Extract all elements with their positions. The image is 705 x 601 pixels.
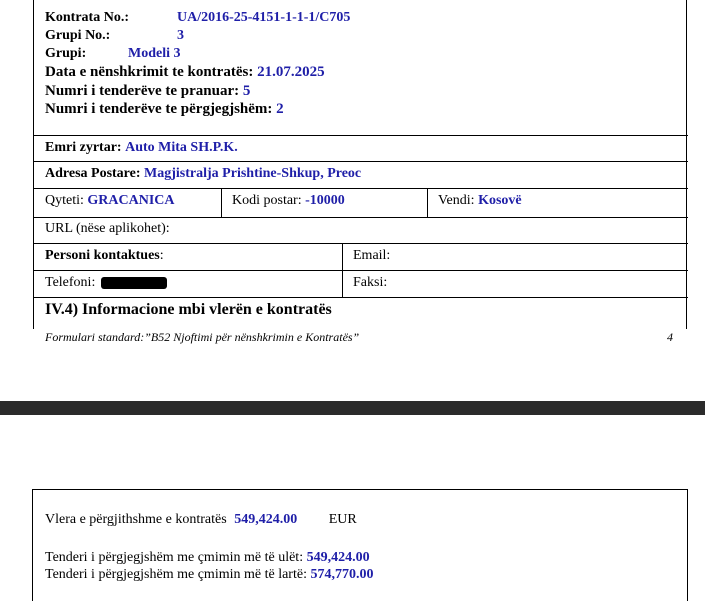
divider [33,135,688,136]
group-number-label: Grupi No.: [45,28,111,43]
divider [33,161,688,162]
total-value-label: Vlera e përgjithshme e kontratës [45,512,227,527]
official-name-row: Emri zyrtar: Auto Mita SH.P.K. [45,140,238,155]
divider [427,188,428,217]
postal-code-row [232,193,345,209]
country-label: Vendi: [438,193,475,208]
page-separator [0,401,705,415]
fax-label: Faksi: [353,275,388,290]
city-row [45,193,175,209]
currency-label: EUR [328,512,357,527]
country-row [438,193,522,209]
contract-value-box [32,489,688,601]
highest-price-row [45,567,373,583]
lowest-price-label: Tenderi i përgjegjshëm me çmimin më të ulët: [45,550,304,565]
total-value-amount: 549,424.00 [234,512,298,527]
divider [33,243,688,244]
responsive-tenders-row [45,101,284,118]
city-label: Qyteti: [45,193,84,208]
postal-code-value: -10000 [305,193,345,208]
lowest-price-value: 549,424.00 [306,550,370,565]
lowest-price-row [45,550,370,566]
form-footer: Formulari standard:”B52 Njoftimi për nënshkrimin e Kontratës” [45,330,360,344]
divider [221,188,222,217]
tenders-received-label: Numri i tenderëve te pranuar: [45,83,240,99]
responsive-tenders-value: 2 [276,101,284,117]
divider [33,188,688,189]
highest-price-value: 574,770.00 [310,567,374,582]
postal-address-label: Adresa Postare [45,166,136,181]
postal-address-value: Magjistralja Prishtine-Shkup, Preoc [144,166,362,181]
group-value: Modeli 3 [128,46,181,61]
divider [33,217,688,218]
postal-code-label: Kodi postar: [232,193,302,208]
contact-person-label: Personi kontaktues [45,248,160,263]
section-heading: IV.4) Informacione mbi vlerën e kontratës [45,301,332,318]
highest-price-label: Tenderi i përgjegjshëm me çmimin më të lartë: [45,567,307,582]
signing-date-label: Data e nënshkrimit te kontratës: [45,64,254,80]
signing-date-value: 21.07.2025 [257,64,325,80]
group-label: Grupi: [45,46,87,61]
page-number: 4 [667,330,673,344]
tenders-received-row [45,83,250,100]
contact-person-row: Personi kontaktues: [45,248,164,263]
country-value: Kosovë [478,193,522,208]
divider [33,270,688,271]
city-value: GRACANICA [87,193,175,208]
total-value-row [45,512,357,528]
divider [342,243,343,297]
contract-number-label: Kontrata No.: [45,10,129,25]
redaction-mark [101,277,167,289]
postal-address-row: Adresa Postare: Magjistralja Prishtine-Shkup, Preoc [45,166,362,181]
url-label: URL (nëse aplikohet): [45,221,170,236]
contract-number-value: UA/2016-25-4151-1-1-1/C705 [177,10,351,25]
responsive-tenders-label: Numri i tenderëve te përgjegjshëm: [45,101,273,117]
divider [33,297,688,298]
signing-date-row [45,64,325,81]
group-number-value: 3 [177,28,184,43]
email-label: Email: [353,248,391,263]
official-name-label: Emri zyrtar [45,140,117,155]
tenders-received-value: 5 [242,83,251,99]
official-name-value: Auto Mita SH.P.K. [125,140,238,155]
phone-label: Telefoni: [45,275,96,290]
